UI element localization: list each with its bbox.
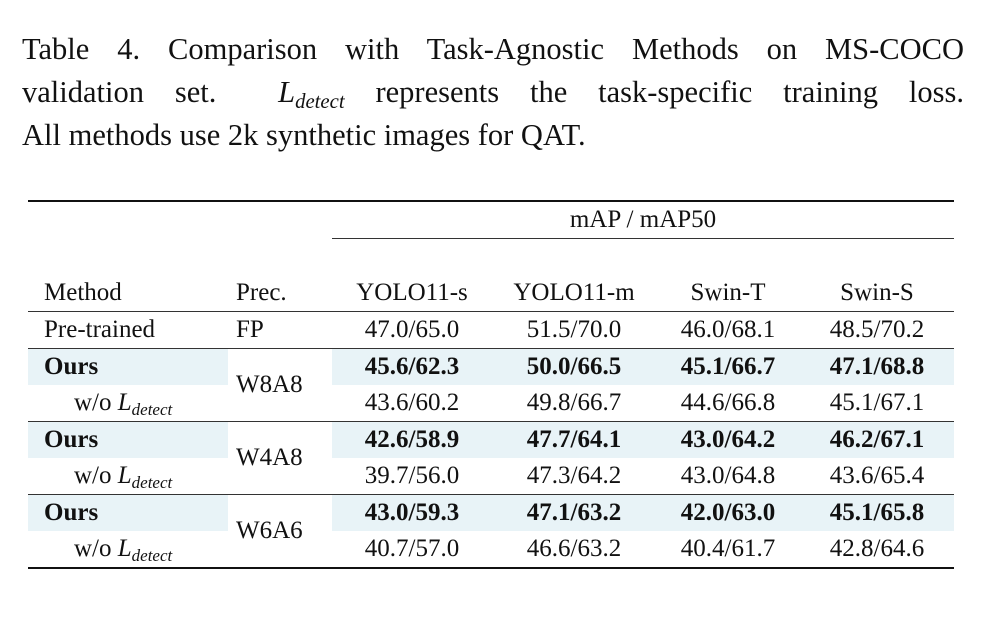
table-row-ablation-w8a8	[28, 385, 954, 422]
value-cell: 46.0/68.1	[680, 316, 776, 343]
table-row-ablation-w6a6	[28, 531, 954, 568]
header-yolo11-s: YOLO11-s	[356, 279, 468, 306]
table-row-ours-w8a8	[28, 349, 954, 385]
caption-line-3: All methods use 2k synthetic images for QAT.	[22, 118, 586, 152]
value-cell: 45.1/67.1	[829, 389, 925, 416]
value-cell: 39.7/56.0	[364, 462, 460, 489]
caption-line-2	[22, 71, 964, 114]
group-header-row	[28, 202, 954, 239]
caption-loss-symbol: $L_{detect}$	[278, 75, 345, 113]
value-cell: 43.0/64.2	[656, 422, 800, 458]
table-row-ours-w4a8	[28, 422, 954, 458]
header-method: Method	[44, 279, 122, 306]
method-cell: w/o $L_{detect}$	[28, 531, 228, 568]
value-cell: 46.2/67.1	[800, 422, 954, 458]
value-cell: 43.0/64.8	[680, 462, 776, 489]
metric-group-header: mAP / mAP50	[569, 206, 717, 233]
method-cell: Ours	[28, 349, 228, 385]
table-row-pretrained	[28, 312, 954, 349]
value-cell: 43.6/65.4	[829, 462, 925, 489]
value-cell: 47.3/64.2	[526, 462, 622, 489]
table-caption	[22, 28, 964, 157]
value-cell: 45.1/65.8	[800, 495, 954, 531]
value-cell: 43.6/60.2	[364, 389, 460, 416]
value-cell: 45.1/66.7	[656, 349, 800, 385]
precision-cell: W4A8	[228, 422, 332, 495]
header-swin-t: Swin-T	[690, 279, 766, 306]
value-cell: 45.6/62.3	[332, 349, 492, 385]
header-precision: Prec.	[236, 279, 287, 306]
value-cell: 49.8/66.7	[526, 389, 622, 416]
column-header-row	[28, 275, 954, 312]
precision-cell: FP	[236, 316, 264, 343]
value-cell: 42.6/58.9	[332, 422, 492, 458]
value-cell: 42.0/63.0	[656, 495, 800, 531]
method-cell: Pre-trained	[44, 316, 156, 343]
value-cell: 50.0/66.5	[492, 349, 656, 385]
method-cell: Ours	[28, 422, 228, 458]
value-cell: 47.1/68.8	[800, 349, 954, 385]
method-cell: Ours	[28, 495, 228, 531]
header-swin-s: Swin-S	[840, 279, 914, 306]
value-cell: 47.1/63.2	[492, 495, 656, 531]
caption-line-2-post: represents the task-specific training loss.	[375, 75, 964, 109]
value-cell: 44.6/66.8	[680, 389, 776, 416]
value-cell: 46.6/63.2	[492, 531, 656, 568]
header-yolo11-m: YOLO11-m	[513, 279, 635, 306]
value-cell: 40.4/61.7	[656, 531, 800, 568]
method-cell: w/o $L_{detect}$	[74, 389, 173, 419]
value-cell: 47.7/64.1	[492, 422, 656, 458]
caption-line-2-pre: validation set.	[22, 75, 217, 109]
value-cell: 47.0/65.0	[364, 316, 460, 343]
value-cell: 51.5/70.0	[526, 316, 622, 343]
value-cell: 42.8/64.6	[800, 531, 954, 568]
value-cell: 48.5/70.2	[829, 316, 925, 343]
value-cell: 40.7/57.0	[332, 531, 492, 568]
method-cell: w/o $L_{detect}$	[74, 462, 173, 492]
value-cell: 43.0/59.3	[332, 495, 492, 531]
precision-cell: W8A8	[228, 349, 332, 422]
precision-cell: W6A6	[228, 495, 332, 568]
caption-line-1: Table 4. Comparison with Task-Agnostic Methods on MS-COCO	[22, 32, 964, 66]
results-table	[28, 200, 954, 569]
table-row-ablation-w4a8	[28, 458, 954, 495]
table-row-ours-w6a6	[28, 495, 954, 531]
